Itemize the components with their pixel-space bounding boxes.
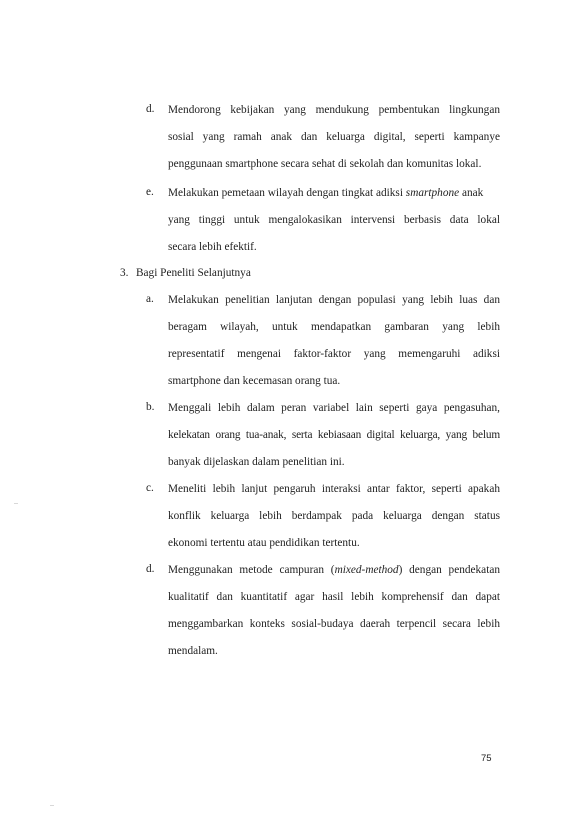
list-item-line	[168, 563, 500, 590]
list-marker: a.	[146, 293, 154, 305]
list-item-line: representatif mengenai faktor-faktor yang memengaruhi adiksi	[168, 348, 500, 360]
line-text: ) dengan pendekatan	[398, 564, 500, 576]
section-heading	[120, 266, 251, 280]
list-item-line: menggambarkan konteks sosial-budaya daerah terpencil secara lebih	[168, 618, 500, 630]
list-item-line: banyak dijelaskan dalam penelitian ini.	[168, 456, 345, 468]
list-item-line: smartphone dan kecemasan orang tua.	[168, 375, 341, 387]
line-text: Menggunakan metode campuran (	[168, 564, 335, 576]
list-marker: d.	[146, 563, 155, 575]
section-title: Bagi Peneliti Selanjutnya	[136, 267, 251, 279]
list-marker: b.	[146, 401, 155, 413]
list-item-line: sosial yang ramah anak dan keluarga digital, seperti kampanye	[168, 131, 500, 143]
list-marker: e.	[146, 186, 154, 198]
list-item-line: Menggali lebih dalam peran variabel lain seperti gaya pengasuhan,	[168, 402, 500, 414]
line-text: anak	[459, 187, 484, 199]
list-item-line: secara lebih efektif.	[168, 241, 257, 253]
scan-mark	[14, 503, 18, 504]
list-item-line: penggunaan smartphone secara sehat di sekolah dan komunitas lokal.	[168, 158, 482, 170]
list-item-line	[168, 186, 500, 213]
list-marker: d.	[146, 103, 155, 115]
line-text: Melakukan pemetaan wilayah dengan tingkat adiksi	[168, 187, 406, 199]
list-item-line: ekonomi tertentu atau pendidikan tertentu.	[168, 537, 360, 549]
scan-mark	[50, 805, 54, 806]
list-item-line: Melakukan penelitian lanjutan dengan populasi yang lebih luas dan	[168, 294, 500, 306]
list-item-line: Meneliti lebih lanjut pengaruh interaksi antar faktor, seperti apakah	[168, 483, 500, 495]
list-item-line: yang tinggi untuk mengalokasikan intervensi berbasis data lokal	[168, 214, 500, 226]
list-item-line: mendalam.	[168, 645, 218, 657]
italic-term: smartphone	[405, 187, 460, 199]
list-item-line: beragam wilayah, untuk mendapatkan gambaran yang lebih	[168, 321, 500, 333]
section-number: 3.	[120, 267, 129, 279]
list-item-line: Mendorong kebijakan yang mendukung pembentukan lingkungan	[168, 104, 500, 116]
list-item-line: kelekatan orang tua-anak, serta kebiasaan digital keluarga, yang belum	[168, 429, 500, 441]
italic-term: mixed-method	[334, 564, 399, 576]
list-marker: c.	[146, 482, 154, 494]
page-number: 75	[481, 753, 492, 764]
list-item-line: konflik keluarga lebih berdampak pada keluarga dengan status	[168, 510, 500, 522]
list-item-line: kualitatif dan kuantitatif agar hasil lebih komprehensif dan dapat	[168, 591, 500, 603]
